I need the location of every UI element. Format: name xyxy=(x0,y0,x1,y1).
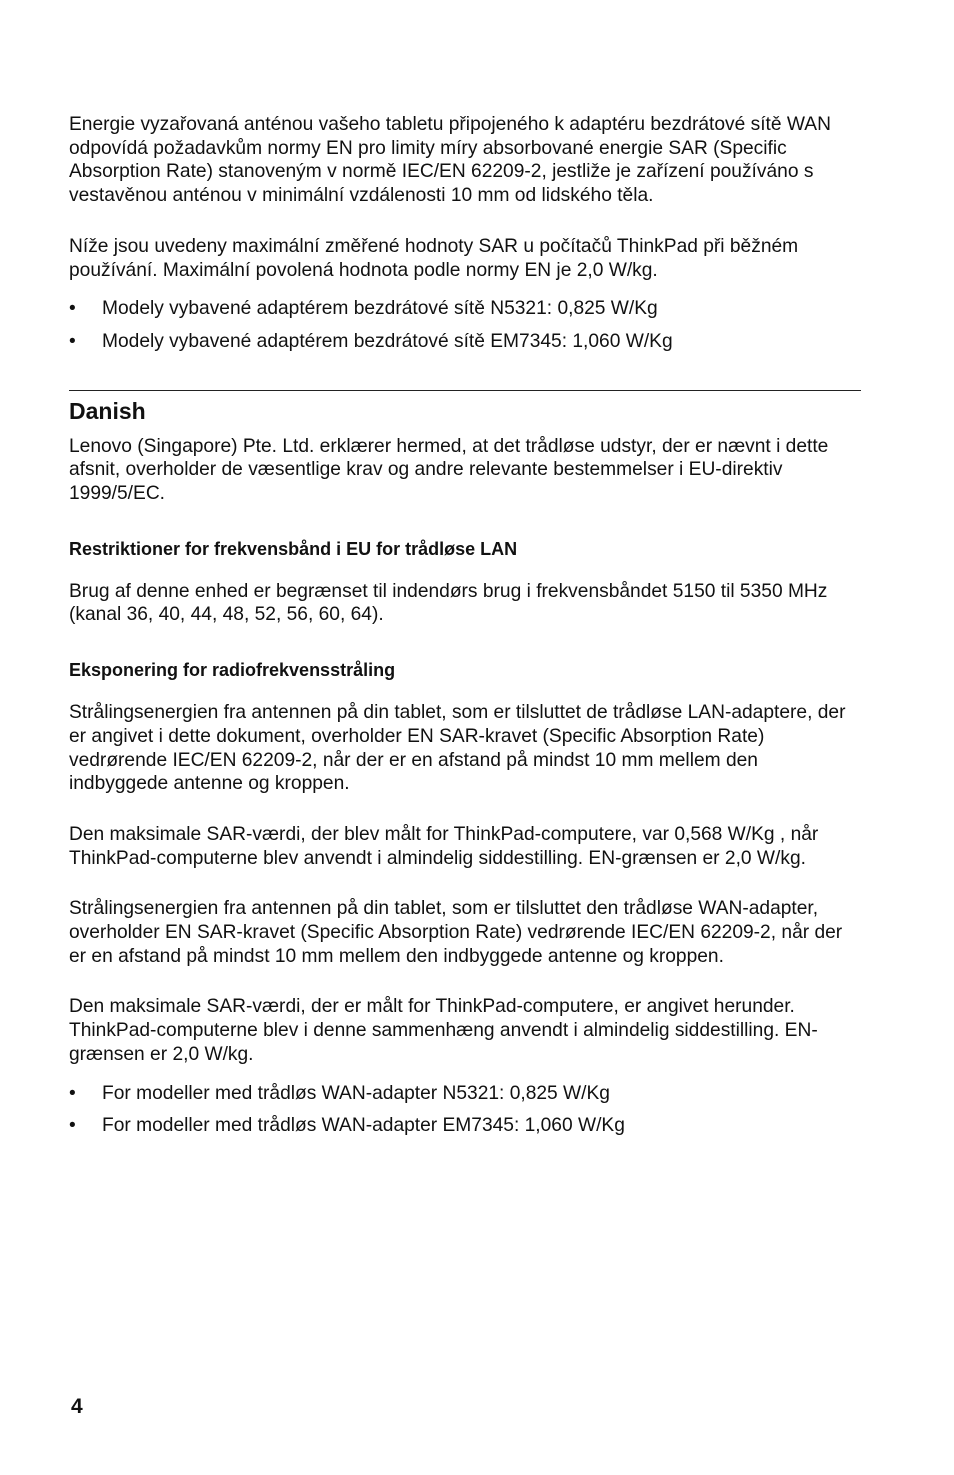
list-item xyxy=(69,1114,861,1138)
page-number: 4 xyxy=(71,1395,83,1418)
frequency-restriction-paragraph: Brug af denne enhed er begrænset til indendørs brug i frekvensbåndet 5150 til 5350 MHz (kanal 36, 40, 44, 48, 52, 56, 60, 64). xyxy=(69,580,828,626)
list-item-text: Modely vybavené adaptérem bezdrátové sítě EM7345: 1,060 W/Kg xyxy=(102,330,673,352)
list-item xyxy=(69,297,861,321)
bullet-icon: • xyxy=(69,1115,76,1137)
section-divider xyxy=(69,390,861,391)
exposure-wan-paragraph: Strålingsenergien fra antennen på din tablet, som er tilsluttet den trådløse WAN-adapter, overholder EN SAR-kravet (Specific Absorption Rate) vedrørende IEC/EN 62209-2, når der er en afstand på mindst 10 mm mellem den indbyggede antenne og kroppen. xyxy=(69,898,843,967)
section-heading-danish: Danish xyxy=(69,397,146,424)
list-item-text: For modeller med trådløs WAN-adapter EM7345: 1,060 W/Kg xyxy=(102,1115,625,1137)
list-item xyxy=(69,330,861,354)
bullet-icon: • xyxy=(69,330,76,352)
danish-declaration-paragraph: Lenovo (Singapore) Pte. Ltd. erklærer hermed, at det trådløse udstyr, der er nævnt i dette afsnit, overholder de væsentlige krav og andre relevante bestemmelser i EU-direktiv 1999/5/EC. xyxy=(69,435,829,505)
subheading-rf-exposure: Eksponering for radiofrekvensstråling xyxy=(69,660,396,681)
czech-sar-list xyxy=(69,297,861,353)
czech-paragraph-sar-values: Níže jsou uvedeny maximální změřené hodnoty SAR u počítačů ThinkPad při běžném používání. Maximální povolená hodnota podle normy EN je 2,0 W/kg. xyxy=(69,235,799,281)
czech-paragraph-wan-sar: Energie vyzařovaná anténou vašeho tabletu připojeného k adaptéru bezdrátové sítě WAN odpovídá požadavkům normy EN pro limity míry absorbované energie SAR (Specific Absorption Rate) stanoveným v normě IEC/EN 62209-2, jestliže je zařízení používáno s vestavěnou anténou v minimální vzdálenosti 10 mm od lidského těla. xyxy=(69,114,831,207)
list-item-text: For modeller med trådløs WAN-adapter N5321: 0,825 W/Kg xyxy=(102,1082,610,1104)
list-item-text: Modely vybavené adaptérem bezdrátové sítě N5321: 0,825 W/Kg xyxy=(102,298,658,320)
bullet-icon: • xyxy=(69,298,76,320)
subheading-frequency-restrictions: Restriktioner for frekvensbånd i EU for trådløse LAN xyxy=(69,538,518,559)
list-item xyxy=(69,1082,861,1106)
exposure-lan-sar-paragraph: Den maksimale SAR-værdi, der blev målt for ThinkPad-computere, var 0,568 W/Kg , når ThinkPad-computerne blev anvendt i almindelig siddestilling. EN-grænsen er 2,0 W/kg. xyxy=(69,823,819,869)
exposure-wan-sar-paragraph: Den maksimale SAR-værdi, der er målt for ThinkPad-computere, er angivet herunder. ThinkPad-computerne blev i denne sammenhæng anvendt i almindelig siddestilling. EN-grænsen er 2,0 W/kg. xyxy=(69,996,818,1065)
danish-sar-list xyxy=(69,1082,861,1138)
document-page xyxy=(69,113,861,1147)
bullet-icon: • xyxy=(69,1082,76,1104)
exposure-lan-paragraph: Strålingsenergien fra antennen på din tablet, som er tilsluttet de trådløse LAN-adaptere, der er angivet i dette dokument, overholder EN SAR-kravet (Specific Absorption Rate) vedrørende IEC/EN 62209-2, når der er en afstand på mindst 10 mm mellem den indbyggede antenne og kroppen. xyxy=(69,702,846,795)
